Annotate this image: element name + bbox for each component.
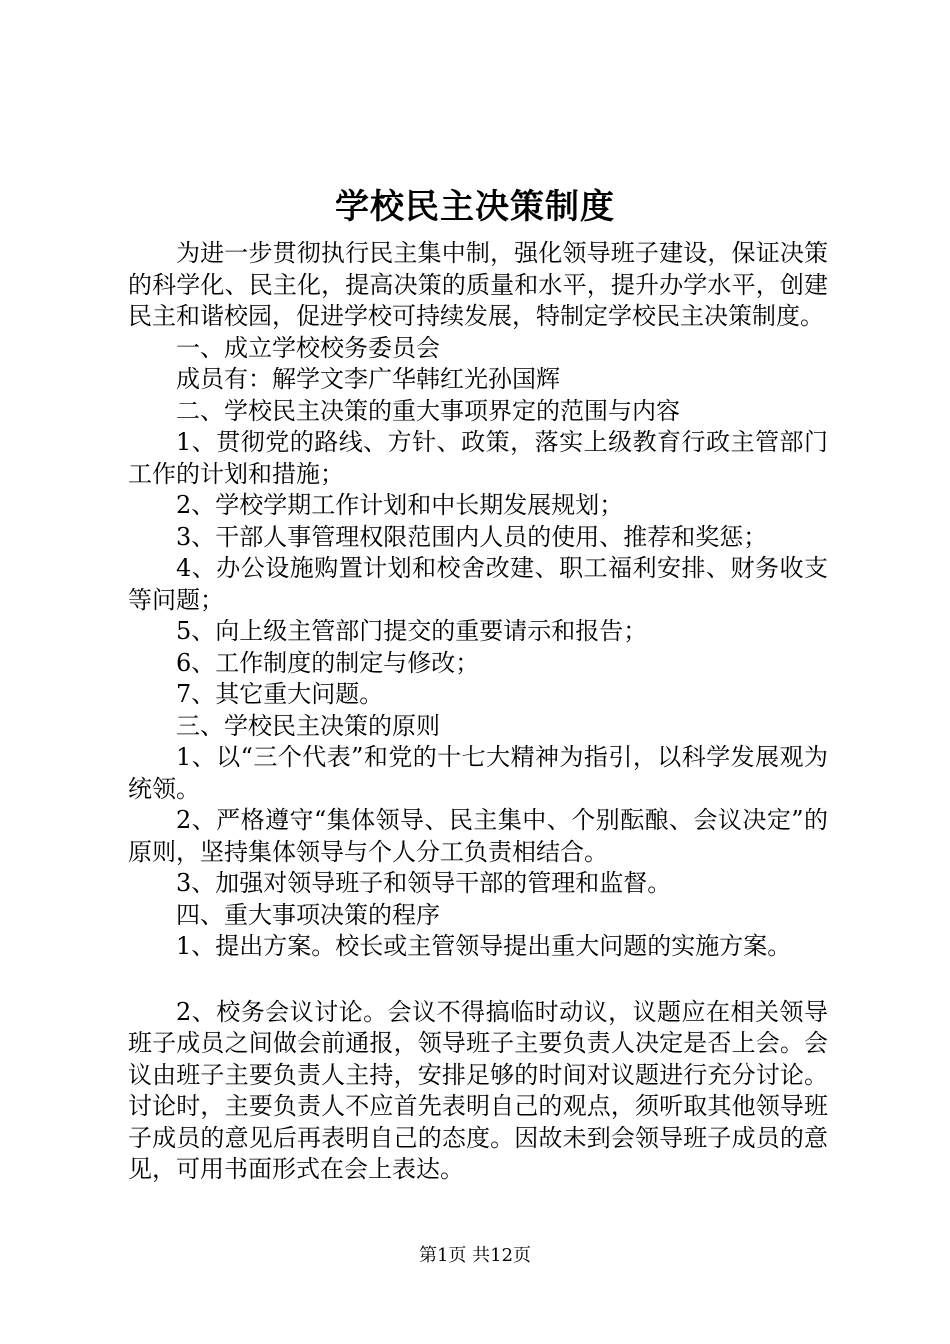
document-title: 学校民主决策制度 [335,187,615,227]
members-line: 成员有：解学文李广华韩红光孙国辉 [176,365,560,393]
scope-item-6: 6、工作制度的制定与修改； [176,648,480,677]
principle-item-3: 3、加强对领导班子和领导干部的管理和监督。 [176,869,672,897]
scope-item-1: 1、贯彻党的路线、方针、政策，落实上级教育行政主管部门工作的计划和措施； [128,428,828,488]
principle-item-1: 1、以“三个代表”和党的十七大精神为指引，以科学发展观为统领。 [128,743,828,803]
document-body [128,238,828,1186]
scope-item-7: 7、其它重大问题。 [176,680,384,708]
principle-item-2: 2、严格遵守“集体领导、民主集中、个别酝酿、会议决定”的原则，坚持集体领导与个人分工负责相结合。 [128,806,828,866]
procedure-item-2: 2、校务会议讨论。会议不得搞临时动议，议题应在相关领导班子成员之间做会前通报，领导班子主要负责人决定是否上会。会议由班子主要负责人主持，安排足够的时间对议题进行充分讨论。讨论时，主要负责人不应首先表明自己的观点，须听取其他领导班子成员的意见后再表明自己的态度。因故未到会领导班子成员的意见，可用书面形式在会上表达。 [128,997,828,1183]
scope-item-4: 4、办公设施购置计划和校舍改建、职工福利安排、财务收支等问题； [128,554,828,614]
procedure-item-1: 1、提出方案。校长或主管领导提出重大问题的实施方案。 [176,932,792,960]
section-heading-3: 三、学校民主决策的原则 [176,711,440,740]
page-footer: 第1页 共12页 [418,1245,532,1266]
section-heading-1: 一、成立学校校务委员会 [176,333,440,362]
paragraph-spacer [128,963,828,997]
section-heading-2: 二、学校民主决策的重大事项界定的范围与内容 [176,396,680,425]
intro-paragraph: 为进一步贯彻执行民主集中制，强化领导班子建设，保证决策的科学化、民主化，提高决策的质量和水平，提升办学水平，创建民主和谐校园，促进学校可持续发展，特制定学校民主决策制度。 [128,239,828,330]
scope-item-3: 3、干部人事管理权限范围内人员的使用、推荐和奖惩； [176,522,768,551]
scope-item-2: 2、学校学期工作计划和中长期发展规划； [176,491,624,519]
scope-item-5: 5、向上级主管部门提交的重要请示和报告； [176,617,648,645]
section-heading-4: 四、重大事项决策的程序 [176,900,440,929]
